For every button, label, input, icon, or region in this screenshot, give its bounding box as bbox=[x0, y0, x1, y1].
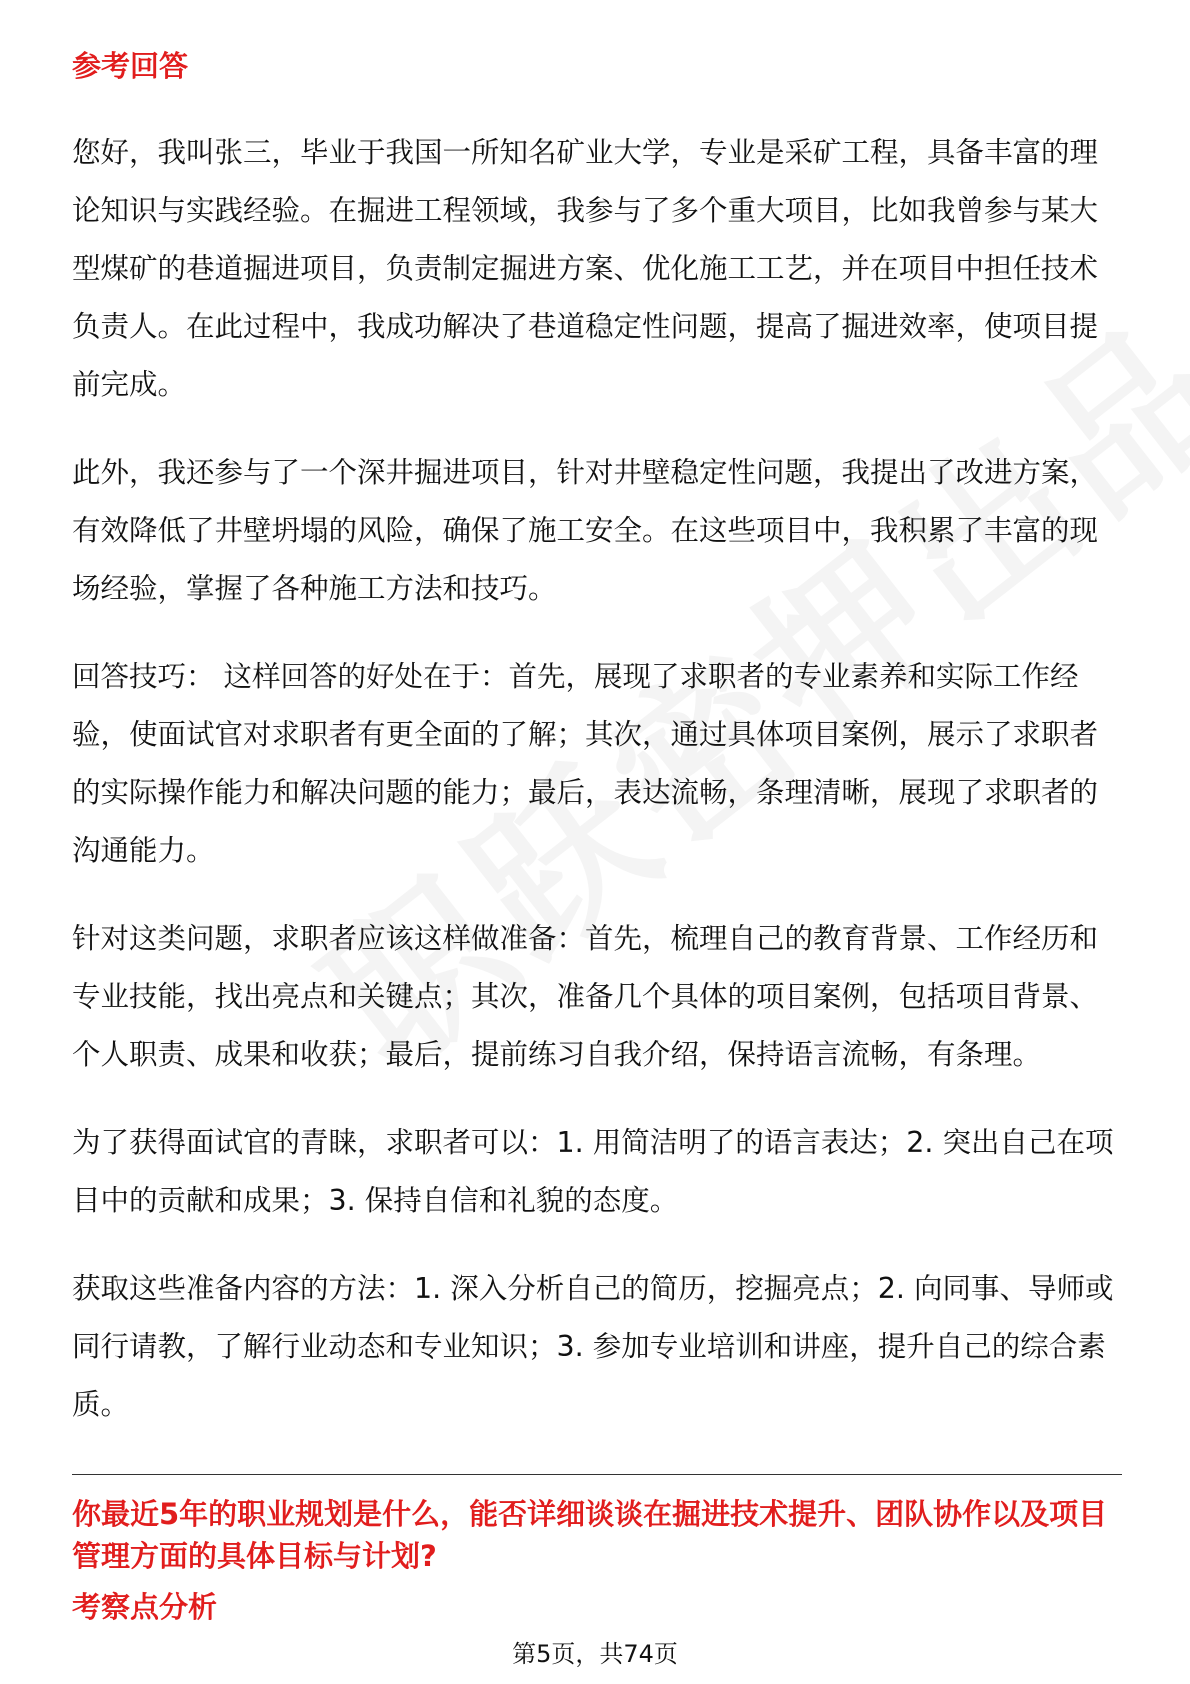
preparation-paragraph: 针对这类问题，求职者应该这样做准备：首先，梳理自己的教育背景、工作经历和专业技能，找出亮点和关键点；其次，准备几个具体的项目案例，包括项目背景、个人职责、成果和收获；最后，提前练习自我介绍，保持语言流畅，有条理。 bbox=[72, 922, 1099, 1071]
page-footer: 第5页，共74页 bbox=[512, 1640, 678, 1668]
section-heading: 参考回答 bbox=[72, 49, 189, 83]
answer-paragraph-2: 此外，我还参与了一个深井掘进项目，针对井壁稳定性问题，我提出了改进方案，有效降低了井壁坍塌的风险，确保了施工安全。在这些项目中，我积累了丰富的现场经验，掌握了各种施工方法和技巧。 bbox=[72, 456, 1099, 605]
answer-paragraph-1: 您好，我叫张三，毕业于我国一所知名矿业大学，专业是采矿工程，具备丰富的理论知识与实践经验。在掘进工程领域，我参与了多个重大项目，比如我曾参与某大型煤矿的巷道掘进项目，负责制定掘进方案、优化施工工艺，并在项目中担任技术负责人。在此过程中，我成功解决了巷道稳定性问题，提高了掘进效率，使项目提前完成。 bbox=[72, 136, 1099, 401]
tips-paragraph: 回答技巧： 这样回答的好处在于：首先，展现了求职者的专业素养和实际工作经验，使面试官对求职者有更全面的了解；其次，通过具体项目案例，展示了求职者的实际操作能力和解决问题的能力；最后，表达流畅，条理清晰，展现了求职者的沟通能力。 bbox=[72, 660, 1099, 867]
methods-paragraph: 获取这些准备内容的方法：1. 深入分析自己的简历，挖掘亮点；2. 向同事、导师或同行请教，了解行业动态和专业知识；3. 参加专业培训和讲座，提升自己的综合素质。 bbox=[72, 1272, 1114, 1421]
section-divider bbox=[72, 1474, 1122, 1475]
next-question: 你最近5年的职业规划是什么，能否详细谈谈在掘进技术提升、团队协作以及项目管理方面的具体目标与计划? bbox=[72, 1497, 1108, 1573]
heading-spacer bbox=[72, 86, 1122, 124]
analysis-heading: 考察点分析 bbox=[72, 1590, 218, 1624]
answer-section bbox=[72, 46, 1122, 1434]
favor-paragraph: 为了获得面试官的青睐，求职者可以：1. 用简洁明了的语言表达；2. 突出自己在项目中的贡献和成果；3. 保持自信和礼貌的态度。 bbox=[72, 1126, 1114, 1217]
